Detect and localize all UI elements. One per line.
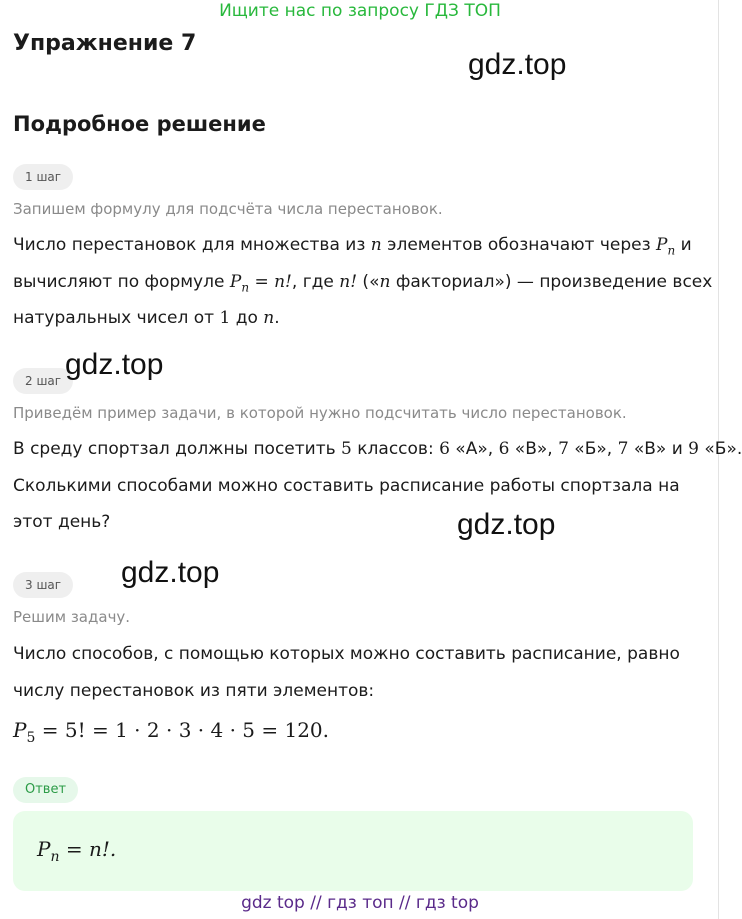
watermark-text: gdz.top [468,48,567,81]
answer-badge: Ответ [13,777,78,803]
watermark-text: gdz.top [65,348,164,381]
step-text-line: натуральных чисел от 1 до n. [13,308,280,328]
step-text-line: числу перестановок из пяти элементов: [13,681,375,701]
step-hint: Запишем формулу для подсчёта числа перестановок. [13,200,443,218]
watermark-text: gdz.top [121,556,220,589]
step-text-line: Число перестановок для множества из n элементов обозначают через $P_n$ и [13,235,692,258]
page-right-border [718,0,719,919]
section-title: Подробное решение [13,112,266,136]
answer-formula: $P_n = n$!. [37,837,117,865]
step-badge: 2 шаг [13,368,73,394]
search-hint-link[interactable]: Ищите нас по запросу ГДЗ ТОП [219,1,501,21]
exercise-title: Упражнение 7 [13,31,197,56]
step-hint: Решим задачу. [13,608,131,626]
step-formula: $P_5 = 5$! = 1 · 2 · 3 · 4 · 5 = 120. [13,718,330,746]
step-text-line: В среду спортзал должны посетить 5 классов: 6 «А», 6 «В», 7 «Б», 7 «В» и 9 «Б». [13,439,742,459]
watermark-text: gdz.top [457,508,556,541]
step-text-line: этот день? [13,512,111,532]
step-text-line: Число способов, с помощью которых можно составить расписание, равно [13,644,680,664]
step-badge: 3 шаг [13,572,73,598]
step-text-line: вычисляют по формуле $P_n = n$!, где n! («n факториал») — произведение всех [13,272,713,295]
step-badge: 1 шаг [13,164,73,190]
step-text-line: Сколькими способами можно составить расписание работы спортзала на [13,476,680,496]
answer-box [13,811,693,891]
footer-links[interactable]: gdz top // гдз топ // гдз top [241,893,479,913]
step-hint: Приведём пример задачи, в которой нужно подсчитать число перестановок. [13,404,627,422]
